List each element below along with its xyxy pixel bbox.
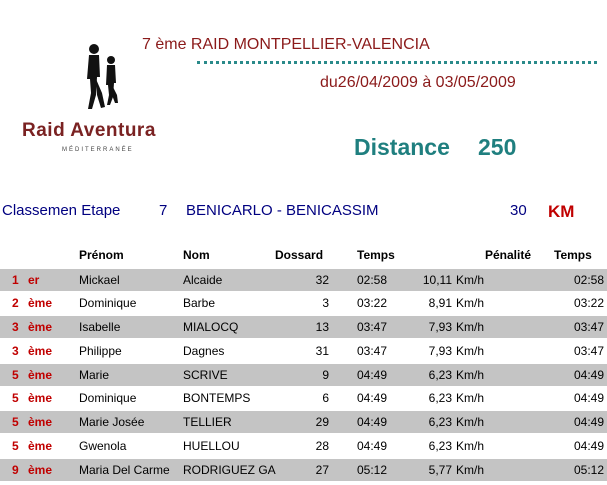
table-row: 2 ème Dominique Barbe 3 03:22 8,91 Km/h 03:22 (12, 296, 604, 310)
table-row: 9 ème Maria Del Carme RODRIGUEZ GA 27 05:12 5,77 Km/h 05:12 (0, 459, 607, 481)
col-prenom: Prénom (79, 248, 124, 262)
dotted-divider (197, 61, 597, 64)
table-row: 1 er Mickael Alcaide 32 02:58 10,11 Km/h 02:58 (0, 269, 607, 291)
table-row: 5 ème Dominique BONTEMPS 6 04:49 6,23 Km/h 04:49 (12, 391, 604, 405)
table-header (0, 248, 607, 266)
col-nom: Nom (183, 248, 210, 262)
table-row: 5 ème Marie Josée TELLIER 29 04:49 6,23 Km/h 04:49 (0, 411, 607, 433)
stage-unit: KM (548, 202, 575, 221)
distance-label: Distance (354, 134, 450, 160)
stage-number: 7 (159, 202, 168, 219)
table-row: 5 ème Marie SCRIVE 9 04:49 6,23 Km/h 04:49 (0, 364, 607, 386)
event-title: 7 ème RAID MONTPELLIER-VALENCIA (142, 36, 430, 53)
col-temps-total: Temps (554, 248, 592, 262)
stage-label: Classemen Etape (2, 202, 121, 219)
distance-value: 250 (478, 134, 517, 160)
brand-subtitle: MÉDITERRANÉE (62, 147, 134, 153)
table-row: 5 ème Gwenola HUELLOU 28 04:49 6,23 Km/h 04:49 (12, 439, 604, 453)
brand-logo-text: Raid Aventura (22, 120, 156, 141)
event-dates: du26/04/2009 à 03/05/2009 (320, 74, 516, 91)
stage-km: 30 (510, 202, 527, 219)
table-row: 3 ème Isabelle MIALOCQ 13 03:47 7,93 Km/h 03:47 (0, 316, 607, 338)
runners-logo-icon (82, 43, 122, 111)
table-row: 3 ème Philippe Dagnes 31 03:47 7,93 Km/h 03:47 (12, 344, 604, 358)
stage-route: BENICARLO - BENICASSIM (186, 202, 379, 219)
col-dossard: Dossard (275, 248, 324, 262)
col-penalite: Pénalité (485, 248, 532, 262)
col-temps: Temps (357, 248, 395, 262)
